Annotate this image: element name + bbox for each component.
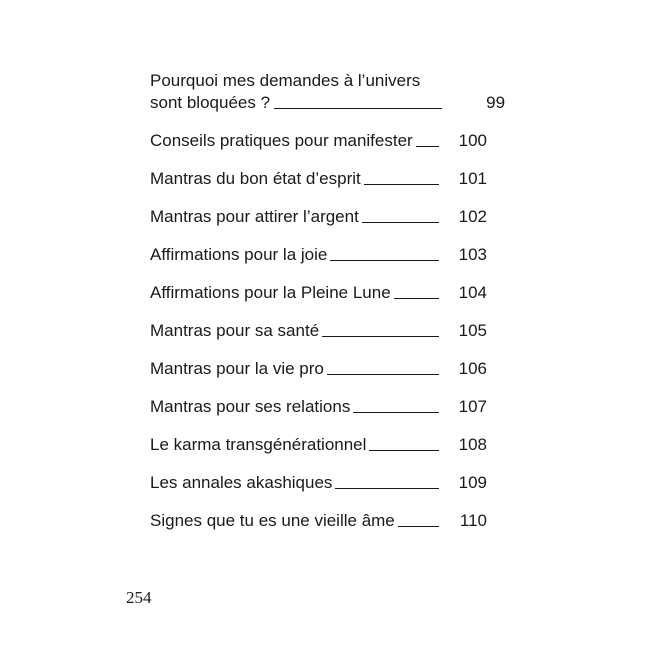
toc-entry-title: Mantras pour la vie pro [150,359,324,378]
toc-entry-title: Affirmations pour la joie [150,245,328,264]
toc-entry-page: 105 [458,321,487,340]
toc-entry[interactable] [150,396,487,418]
toc-entry-title: Mantras du bon état d’esprit [150,169,361,188]
toc-entry-page: 101 [458,169,487,188]
toc-entry-page: 103 [458,245,487,264]
toc-leader-line [394,298,439,299]
toc-entry-title: Le karma transgénérationnel [150,435,367,454]
toc-entry[interactable] [150,282,487,304]
table-of-contents [150,70,506,548]
toc-entry-title-block [150,70,442,114]
toc-entry[interactable] [150,510,487,532]
toc-entry-page: 110 [459,511,487,530]
toc-leader-line [335,488,439,489]
toc-entry-page: 107 [458,397,487,416]
toc-leader-line [330,260,439,261]
toc-leader-line [362,222,439,223]
toc-leader-line [398,526,439,527]
toc-entry[interactable] [150,244,487,266]
toc-leader-line [364,184,439,185]
toc-leader-line [327,374,439,375]
toc-entry-title-line2-wrap [150,92,442,114]
toc-entry-title-line1: Pourquoi mes demandes à l’univers [150,71,421,90]
toc-entry-page: 109 [458,473,487,492]
toc-leader-line [416,146,439,147]
toc-entry-page: 108 [458,435,487,454]
toc-entry-title: Mantras pour attirer l’argent [150,207,359,226]
toc-entry-title: Affirmations pour la Pleine Lune [150,283,391,302]
toc-leader-line [369,450,439,451]
toc-entry-page: 102 [458,207,487,226]
toc-entry[interactable] [150,70,506,114]
toc-entry-page: 99 [486,93,506,112]
toc-entry-title: Conseils pratiques pour manifester [150,131,413,150]
toc-entry[interactable] [150,358,487,380]
toc-leader-line [274,108,442,109]
toc-entry[interactable] [150,434,487,456]
toc-leader-line [322,336,439,337]
toc-entry-page: 104 [458,283,487,302]
toc-entry-title: Les annales akashiques [150,473,333,492]
toc-entry-page: 106 [458,359,487,378]
toc-entry[interactable] [150,320,487,342]
toc-entry-title: Mantras pour sa santé [150,321,320,340]
toc-entry-title: Signes que tu es une vieille âme [150,511,395,530]
page-number-folio: 254 [126,588,152,607]
toc-entry-title-line2: sont bloquées ? [150,93,271,112]
toc-entry-page: 100 [458,131,487,150]
toc-entry-title: Mantras pour ses relations [150,397,351,416]
toc-entry[interactable] [150,472,487,494]
toc-entry[interactable] [150,130,487,152]
toc-entry[interactable] [150,168,487,190]
toc-entry[interactable] [150,206,487,228]
toc-leader-line [353,412,439,413]
